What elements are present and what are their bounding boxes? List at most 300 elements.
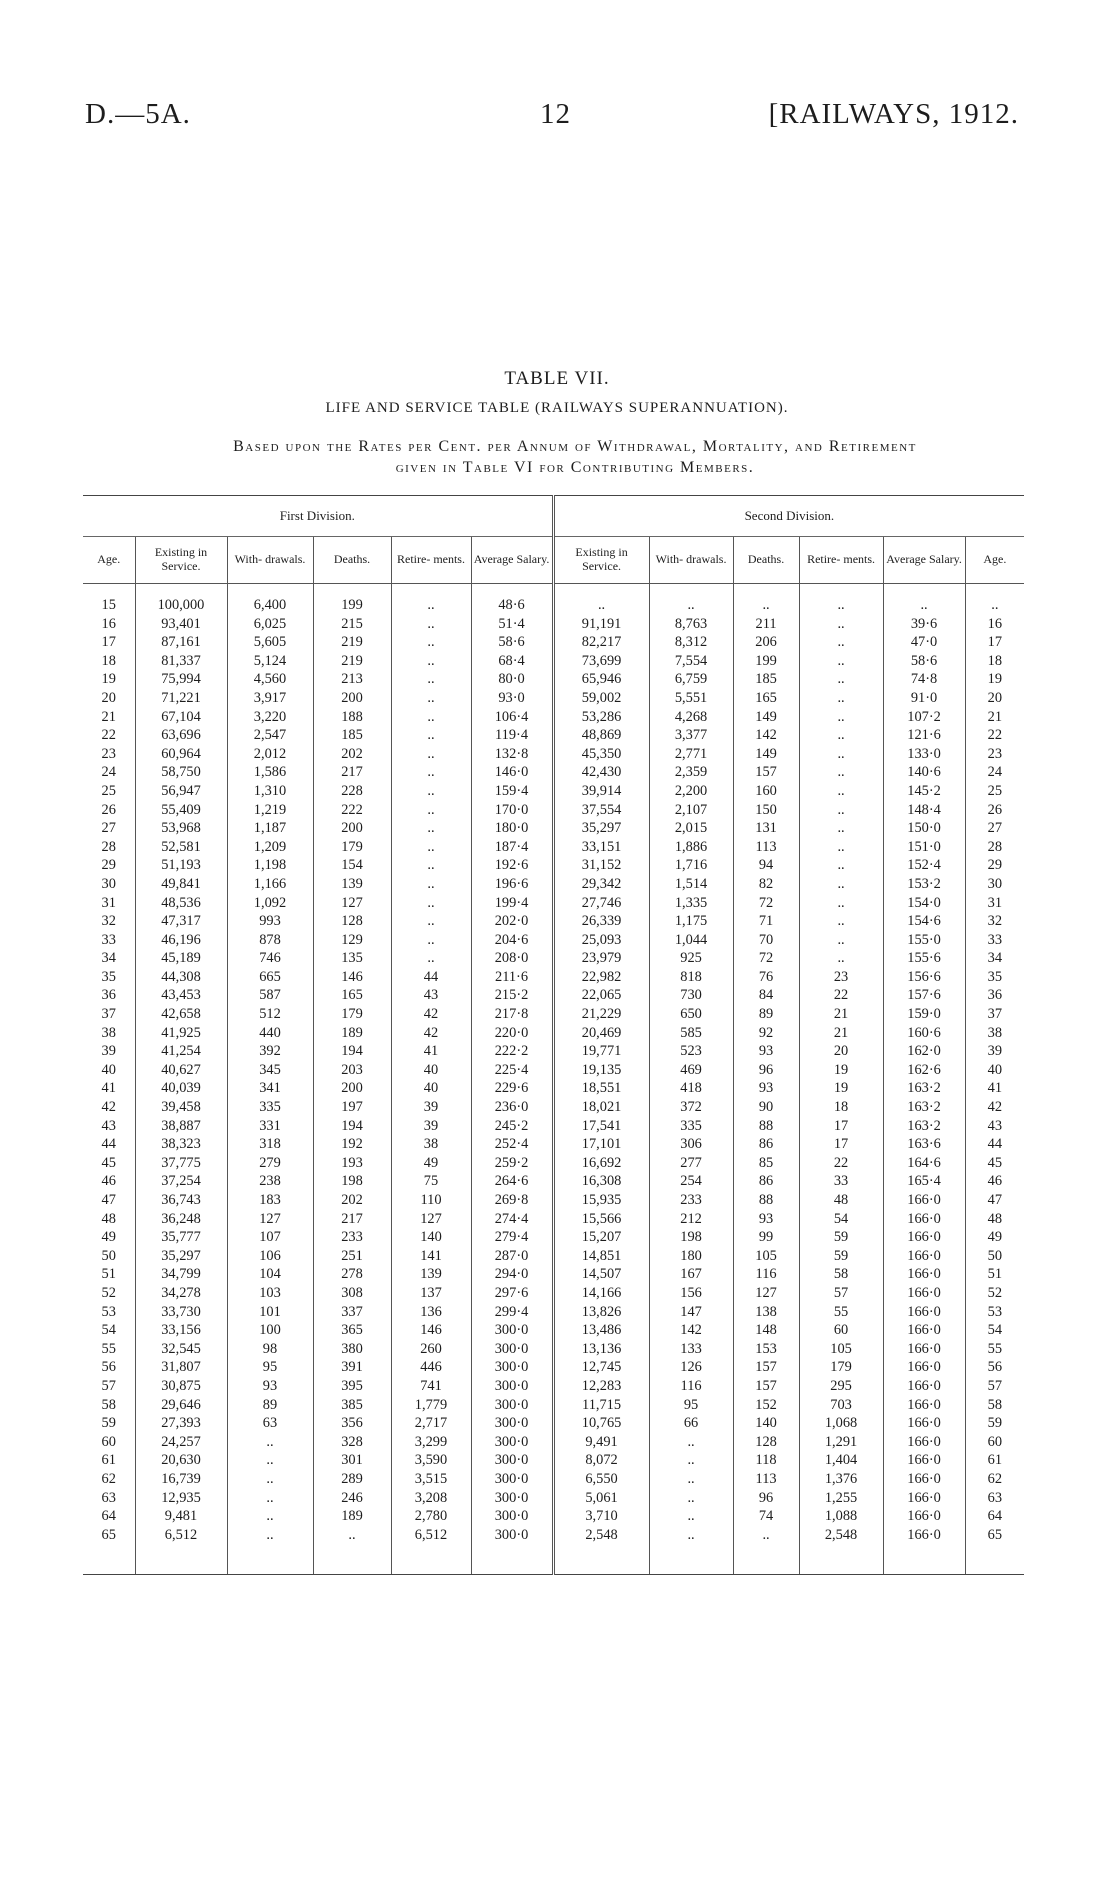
withdrawals-cell-second: 1,716	[649, 856, 733, 875]
retirements-cell: 741	[391, 1377, 471, 1396]
salary-cell-second: 154·0	[883, 894, 965, 913]
existing-cell-second: 26,339	[553, 912, 649, 931]
table-row	[83, 986, 1024, 1005]
deaths-cell: 165	[313, 986, 391, 1005]
salary-cell: 299·4	[471, 1303, 553, 1322]
deaths-cell-second: 157	[733, 1358, 799, 1377]
existing-cell-second: 14,166	[553, 1284, 649, 1303]
existing-cell: 27,393	[135, 1414, 227, 1433]
existing-cell: 56,947	[135, 782, 227, 801]
withdrawals-cell: 183	[227, 1191, 313, 1210]
age-cell: 64	[101, 1508, 116, 1525]
deaths-cell-second: 90	[733, 1098, 799, 1117]
existing-cell: 20,630	[135, 1451, 227, 1470]
deaths-cell: 189	[313, 1507, 391, 1526]
retirements-cell: 110	[391, 1191, 471, 1210]
existing-cell-second: 35,297	[553, 819, 649, 838]
existing-cell: 38,323	[135, 1135, 227, 1154]
deaths-cell: 194	[313, 1117, 391, 1136]
salary-cell-second: 166·0	[883, 1377, 965, 1396]
salary-cell-second: 166·0	[883, 1414, 965, 1433]
deaths-cell: 139	[313, 875, 391, 894]
existing-cell-second: 48,869	[553, 726, 649, 745]
deaths-cell-second: 86	[733, 1135, 799, 1154]
salary-cell: 300·0	[471, 1470, 553, 1489]
existing-cell: 48,536	[135, 894, 227, 913]
age-cell: 22	[101, 727, 116, 744]
existing-cell-second: 12,745	[553, 1358, 649, 1377]
table-row	[83, 726, 1024, 745]
retirements-cell: ..	[391, 931, 471, 950]
salary-cell-second: 159·0	[883, 1005, 965, 1024]
deaths-cell-second: 94	[733, 856, 799, 875]
retirements-cell: ..	[391, 949, 471, 968]
salary-cell: 48·6	[471, 584, 553, 615]
salary-cell-second: 166·0	[883, 1489, 965, 1508]
salary-cell-second: 157·6	[883, 986, 965, 1005]
withdrawals-cell: 5,124	[227, 652, 313, 671]
existing-cell-second: 22,065	[553, 986, 649, 1005]
retirements-cell: ..	[391, 745, 471, 764]
age-cell: 62	[101, 1470, 116, 1487]
age-cell-second: 16	[965, 615, 1024, 634]
age-cell-second: 27	[965, 819, 1024, 838]
retirements-cell-second: ..	[799, 708, 883, 727]
deaths-cell: ..	[313, 1526, 391, 1575]
table-row	[83, 1154, 1024, 1173]
salary-cell-second: 163·6	[883, 1135, 965, 1154]
deaths-cell-second: 211	[733, 615, 799, 634]
salary-cell: 202·0	[471, 912, 553, 931]
deaths-cell-second: 96	[733, 1489, 799, 1508]
existing-cell: 30,875	[135, 1377, 227, 1396]
withdrawals-cell-second: ..	[649, 1470, 733, 1489]
withdrawals-cell-second: 2,015	[649, 819, 733, 838]
age-cell: 58	[101, 1396, 116, 1413]
withdrawals-cell-second: 2,359	[649, 763, 733, 782]
existing-cell-second: 8,072	[553, 1451, 649, 1470]
salary-cell: 58·6	[471, 633, 553, 652]
salary-cell-second: 155·0	[883, 931, 965, 950]
deaths-cell: 202	[313, 1191, 391, 1210]
salary-cell: 269·8	[471, 1191, 553, 1210]
withdrawals-cell-second: 95	[649, 1396, 733, 1415]
existing-cell-second: 45,350	[553, 745, 649, 764]
withdrawals-cell-second: 372	[649, 1098, 733, 1117]
age-cell-second: 25	[965, 782, 1024, 801]
age-cell: 41	[101, 1080, 116, 1097]
age-cell-second: 17	[965, 633, 1024, 652]
existing-cell: 33,156	[135, 1321, 227, 1340]
salary-cell-second: 166·0	[883, 1433, 965, 1452]
existing-cell-second: ..	[553, 584, 649, 615]
salary-cell-second: 163·2	[883, 1079, 965, 1098]
retirements-cell-second: 57	[799, 1284, 883, 1303]
deaths-cell-second: 82	[733, 875, 799, 894]
table-row	[83, 615, 1024, 634]
retirements-cell: 2,717	[391, 1414, 471, 1433]
existing-cell: 75,994	[135, 670, 227, 689]
withdrawals-cell-second: 156	[649, 1284, 733, 1303]
age-cell: 54	[101, 1322, 116, 1339]
salary-cell: 199·4	[471, 894, 553, 913]
table-row	[83, 1358, 1024, 1377]
retirements-cell: ..	[391, 726, 471, 745]
salary-cell: 187·4	[471, 838, 553, 857]
withdrawals-cell-second: 3,377	[649, 726, 733, 745]
retirements-cell: ..	[391, 708, 471, 727]
salary-cell-second: 47·0	[883, 633, 965, 652]
salary-cell: 180·0	[471, 819, 553, 838]
existing-cell: 43,453	[135, 986, 227, 1005]
age-cell-second: 52	[965, 1284, 1024, 1303]
table-subtitle: LIFE AND SERVICE TABLE (RAILWAYS SUPERANNUATION).	[325, 400, 789, 416]
existing-cell-second: 18,021	[553, 1098, 649, 1117]
withdrawals-cell: 95	[227, 1358, 313, 1377]
salary-cell: 252·4	[471, 1135, 553, 1154]
salary-cell: 300·0	[471, 1489, 553, 1508]
salary-cell-second: 150·0	[883, 819, 965, 838]
second-division-header: Second Division.	[553, 496, 1024, 537]
salary-cell-second: 166·0	[883, 1303, 965, 1322]
salary-cell-second: 166·0	[883, 1451, 965, 1470]
deaths-cell-second: 206	[733, 633, 799, 652]
retirements-cell-second: ..	[799, 689, 883, 708]
withdrawals-cell: 89	[227, 1396, 313, 1415]
table-row	[83, 1414, 1024, 1433]
salary-cell: 68·4	[471, 652, 553, 671]
deaths-cell: 251	[313, 1247, 391, 1266]
age-cell-second: 56	[965, 1358, 1024, 1377]
withdrawals-cell: ..	[227, 1433, 313, 1452]
col-deaths-second: Deaths.	[733, 537, 799, 584]
first-division-header: First Division.	[83, 496, 553, 537]
deaths-cell-second: 85	[733, 1154, 799, 1173]
retirements-cell-second: ..	[799, 782, 883, 801]
table-row	[83, 1247, 1024, 1266]
salary-cell-second: 166·0	[883, 1396, 965, 1415]
deaths-cell-second: 93	[733, 1042, 799, 1061]
salary-cell: 297·6	[471, 1284, 553, 1303]
withdrawals-cell-second: 1,514	[649, 875, 733, 894]
age-cell: 32	[101, 913, 116, 930]
salary-cell: 204·6	[471, 931, 553, 950]
existing-cell-second: 65,946	[553, 670, 649, 689]
table-row	[83, 1526, 1024, 1575]
age-cell: 33	[101, 931, 116, 948]
retirements-cell: 42	[391, 1005, 471, 1024]
age-cell-second: 33	[965, 931, 1024, 950]
retirements-cell-second: ..	[799, 894, 883, 913]
withdrawals-cell: 238	[227, 1172, 313, 1191]
existing-cell: 24,257	[135, 1433, 227, 1452]
withdrawals-cell: 440	[227, 1024, 313, 1043]
salary-cell-second: 166·0	[883, 1191, 965, 1210]
deaths-cell-second: 76	[733, 968, 799, 987]
table-row	[83, 1303, 1024, 1322]
age-cell-second: 57	[965, 1377, 1024, 1396]
retirements-cell: ..	[391, 689, 471, 708]
deaths-cell: 135	[313, 949, 391, 968]
deaths-cell-second: 84	[733, 986, 799, 1005]
retirements-cell-second: ..	[799, 838, 883, 857]
age-cell: 23	[101, 745, 116, 762]
retirements-cell-second: ..	[799, 763, 883, 782]
age-cell: 15	[101, 597, 116, 613]
salary-cell: 300·0	[471, 1340, 553, 1359]
retirements-cell: 40	[391, 1079, 471, 1098]
deaths-cell-second: 93	[733, 1079, 799, 1098]
existing-cell-second: 17,101	[553, 1135, 649, 1154]
table-row	[83, 1265, 1024, 1284]
withdrawals-cell-second: 167	[649, 1265, 733, 1284]
deaths-cell: 246	[313, 1489, 391, 1508]
col-age-second: Age.	[965, 537, 1024, 584]
deaths-cell-second: 160	[733, 782, 799, 801]
deaths-cell-second: 152	[733, 1396, 799, 1415]
withdrawals-cell: 3,220	[227, 708, 313, 727]
retirements-cell-second: ..	[799, 652, 883, 671]
existing-cell-second: 5,061	[553, 1489, 649, 1508]
existing-cell-second: 29,342	[553, 875, 649, 894]
retirements-cell-second: 22	[799, 1154, 883, 1173]
retirements-cell-second: 17	[799, 1117, 883, 1136]
retirements-cell: ..	[391, 652, 471, 671]
salary-cell-second: 162·6	[883, 1061, 965, 1080]
age-cell: 43	[101, 1117, 116, 1134]
age-cell: 65	[83, 1526, 135, 1575]
salary-cell-second: 165·4	[883, 1172, 965, 1191]
deaths-cell: 395	[313, 1377, 391, 1396]
withdrawals-cell-second: 233	[649, 1191, 733, 1210]
table-row	[83, 1042, 1024, 1061]
retirements-cell: 127	[391, 1210, 471, 1229]
deaths-cell-second: 157	[733, 763, 799, 782]
age-cell: 31	[101, 894, 116, 911]
age-cell: 21	[101, 708, 116, 725]
deaths-cell: 199	[313, 584, 391, 615]
deaths-cell: 213	[313, 670, 391, 689]
salary-cell: 300·0	[471, 1358, 553, 1377]
withdrawals-cell-second: 147	[649, 1303, 733, 1322]
existing-cell-second: 31,152	[553, 856, 649, 875]
table-row	[83, 708, 1024, 727]
table-row	[83, 745, 1024, 764]
deaths-cell: 356	[313, 1414, 391, 1433]
retirements-cell-second: 1,291	[799, 1433, 883, 1452]
deaths-cell: 228	[313, 782, 391, 801]
age-cell-second: 39	[965, 1042, 1024, 1061]
existing-cell-second: 15,935	[553, 1191, 649, 1210]
table-title: TABLE VII.	[504, 368, 610, 389]
deaths-cell: 185	[313, 726, 391, 745]
retirements-cell: 1,779	[391, 1396, 471, 1415]
age-cell: 18	[101, 652, 116, 669]
existing-cell-second: 9,491	[553, 1433, 649, 1452]
deaths-cell: 217	[313, 1210, 391, 1229]
withdrawals-cell: 1,586	[227, 763, 313, 782]
age-cell-second: 54	[965, 1321, 1024, 1340]
salary-cell: 93·0	[471, 689, 553, 708]
deaths-cell: 200	[313, 689, 391, 708]
existing-cell: 35,777	[135, 1228, 227, 1247]
age-cell: 45	[101, 1154, 116, 1171]
deaths-cell-second: 149	[733, 708, 799, 727]
age-cell-second: 21	[965, 708, 1024, 727]
salary-cell: 196·6	[471, 875, 553, 894]
table-row	[83, 782, 1024, 801]
withdrawals-cell-second: ..	[649, 584, 733, 615]
deaths-cell-second: 96	[733, 1061, 799, 1080]
salary-cell-second: 166·0	[883, 1340, 965, 1359]
retirements-cell: ..	[391, 584, 471, 615]
retirements-cell-second: 1,255	[799, 1489, 883, 1508]
withdrawals-cell-second: 7,554	[649, 652, 733, 671]
retirements-cell-second: 19	[799, 1079, 883, 1098]
retirements-cell-second: 59	[799, 1228, 883, 1247]
existing-cell-second: 22,982	[553, 968, 649, 987]
table-row	[83, 1024, 1024, 1043]
retirements-cell: 44	[391, 968, 471, 987]
retirements-cell-second: ..	[799, 949, 883, 968]
existing-cell: 49,841	[135, 875, 227, 894]
existing-cell-second: 42,430	[553, 763, 649, 782]
withdrawals-cell-second: 730	[649, 986, 733, 1005]
existing-cell-second: 13,486	[553, 1321, 649, 1340]
salary-cell: 300·0	[471, 1526, 553, 1575]
withdrawals-cell-second: 2,771	[649, 745, 733, 764]
existing-cell-second: 23,979	[553, 949, 649, 968]
withdrawals-cell-second: 66	[649, 1414, 733, 1433]
existing-cell: 87,161	[135, 633, 227, 652]
deaths-cell-second: 149	[733, 745, 799, 764]
deaths-cell: 217	[313, 763, 391, 782]
withdrawals-cell: 127	[227, 1210, 313, 1229]
deaths-cell-second: ..	[733, 584, 799, 615]
deaths-cell: 203	[313, 1061, 391, 1080]
table-row	[83, 1191, 1024, 1210]
deaths-cell: 129	[313, 931, 391, 950]
deaths-cell-second: 72	[733, 949, 799, 968]
withdrawals-cell-second: 6,759	[649, 670, 733, 689]
retirements-cell: ..	[391, 875, 471, 894]
deaths-cell-second: 86	[733, 1172, 799, 1191]
age-cell: 61	[101, 1452, 116, 1469]
withdrawals-cell: 1,219	[227, 801, 313, 820]
salary-cell-second: 162·0	[883, 1042, 965, 1061]
age-cell-second: 58	[965, 1396, 1024, 1415]
age-cell-second: 42	[965, 1098, 1024, 1117]
deaths-cell: 188	[313, 708, 391, 727]
salary-cell: 245·2	[471, 1117, 553, 1136]
age-cell-second: 37	[965, 1005, 1024, 1024]
withdrawals-cell-second: 254	[649, 1172, 733, 1191]
table-row	[83, 1079, 1024, 1098]
salary-cell: 236·0	[471, 1098, 553, 1117]
salary-cell: 192·6	[471, 856, 553, 875]
salary-cell-second: 166·0	[883, 1358, 965, 1377]
salary-cell: 300·0	[471, 1414, 553, 1433]
deaths-cell: 197	[313, 1098, 391, 1117]
retirements-cell: 6,512	[391, 1526, 471, 1575]
withdrawals-cell: 4,560	[227, 670, 313, 689]
age-cell: 50	[101, 1247, 116, 1264]
retirements-cell-second: ..	[799, 856, 883, 875]
table-row	[83, 1135, 1024, 1154]
col-salary-second: Average Salary.	[883, 537, 965, 584]
deaths-cell: 328	[313, 1433, 391, 1452]
withdrawals-cell: 103	[227, 1284, 313, 1303]
table-body	[83, 584, 1024, 1575]
retirements-cell: 136	[391, 1303, 471, 1322]
retirements-cell-second: 2,548	[799, 1526, 883, 1575]
retirements-cell-second: 17	[799, 1135, 883, 1154]
withdrawals-cell-second: ..	[649, 1489, 733, 1508]
age-cell-second: 63	[965, 1489, 1024, 1508]
withdrawals-cell-second: 116	[649, 1377, 733, 1396]
withdrawals-cell: 2,012	[227, 745, 313, 764]
header-left-reference: D.—5A.	[85, 98, 191, 130]
withdrawals-cell: 6,025	[227, 615, 313, 634]
table-row	[83, 912, 1024, 931]
table-row	[83, 819, 1024, 838]
retirements-cell: ..	[391, 763, 471, 782]
table-row	[83, 763, 1024, 782]
deaths-cell-second: 72	[733, 894, 799, 913]
existing-cell-second: 21,229	[553, 1005, 649, 1024]
age-cell-second: 61	[965, 1451, 1024, 1470]
existing-cell: 37,254	[135, 1172, 227, 1191]
age-cell: 24	[101, 764, 116, 781]
table-row	[83, 1489, 1024, 1508]
salary-cell: 300·0	[471, 1321, 553, 1340]
age-cell-second: 40	[965, 1061, 1024, 1080]
age-cell: 46	[101, 1173, 116, 1190]
deaths-cell-second: 70	[733, 931, 799, 950]
existing-cell: 67,104	[135, 708, 227, 727]
basis-line-1: Based upon the Rates per Cent. per Annum of Withdrawal, Mortality, and Retirement	[233, 438, 917, 455]
retirements-cell: 446	[391, 1358, 471, 1377]
salary-cell-second: 148·4	[883, 801, 965, 820]
deaths-cell-second: 113	[733, 1470, 799, 1489]
existing-cell-second: 39,914	[553, 782, 649, 801]
table-row	[83, 1117, 1024, 1136]
retirements-cell-second: ..	[799, 819, 883, 838]
withdrawals-cell: 100	[227, 1321, 313, 1340]
deaths-cell-second: 99	[733, 1228, 799, 1247]
withdrawals-cell-second: ..	[649, 1433, 733, 1452]
withdrawals-cell: 1,310	[227, 782, 313, 801]
existing-cell-second: 12,283	[553, 1377, 649, 1396]
age-cell: 44	[101, 1136, 116, 1153]
retirements-cell-second: 21	[799, 1024, 883, 1043]
withdrawals-cell: 93	[227, 1377, 313, 1396]
existing-cell: 36,743	[135, 1191, 227, 1210]
withdrawals-cell: 101	[227, 1303, 313, 1322]
withdrawals-cell: 6,400	[227, 584, 313, 615]
col-salary-first: Average Salary.	[471, 537, 553, 584]
salary-cell: 217·8	[471, 1005, 553, 1024]
salary-cell: 264·6	[471, 1172, 553, 1191]
retirements-cell-second: ..	[799, 745, 883, 764]
salary-cell: 132·8	[471, 745, 553, 764]
existing-cell: 40,039	[135, 1079, 227, 1098]
withdrawals-cell-second: ..	[649, 1451, 733, 1470]
existing-cell-second: 6,550	[553, 1470, 649, 1489]
age-cell-second: 60	[965, 1433, 1024, 1452]
retirements-cell-second: ..	[799, 584, 883, 615]
withdrawals-cell-second: 8,763	[649, 615, 733, 634]
